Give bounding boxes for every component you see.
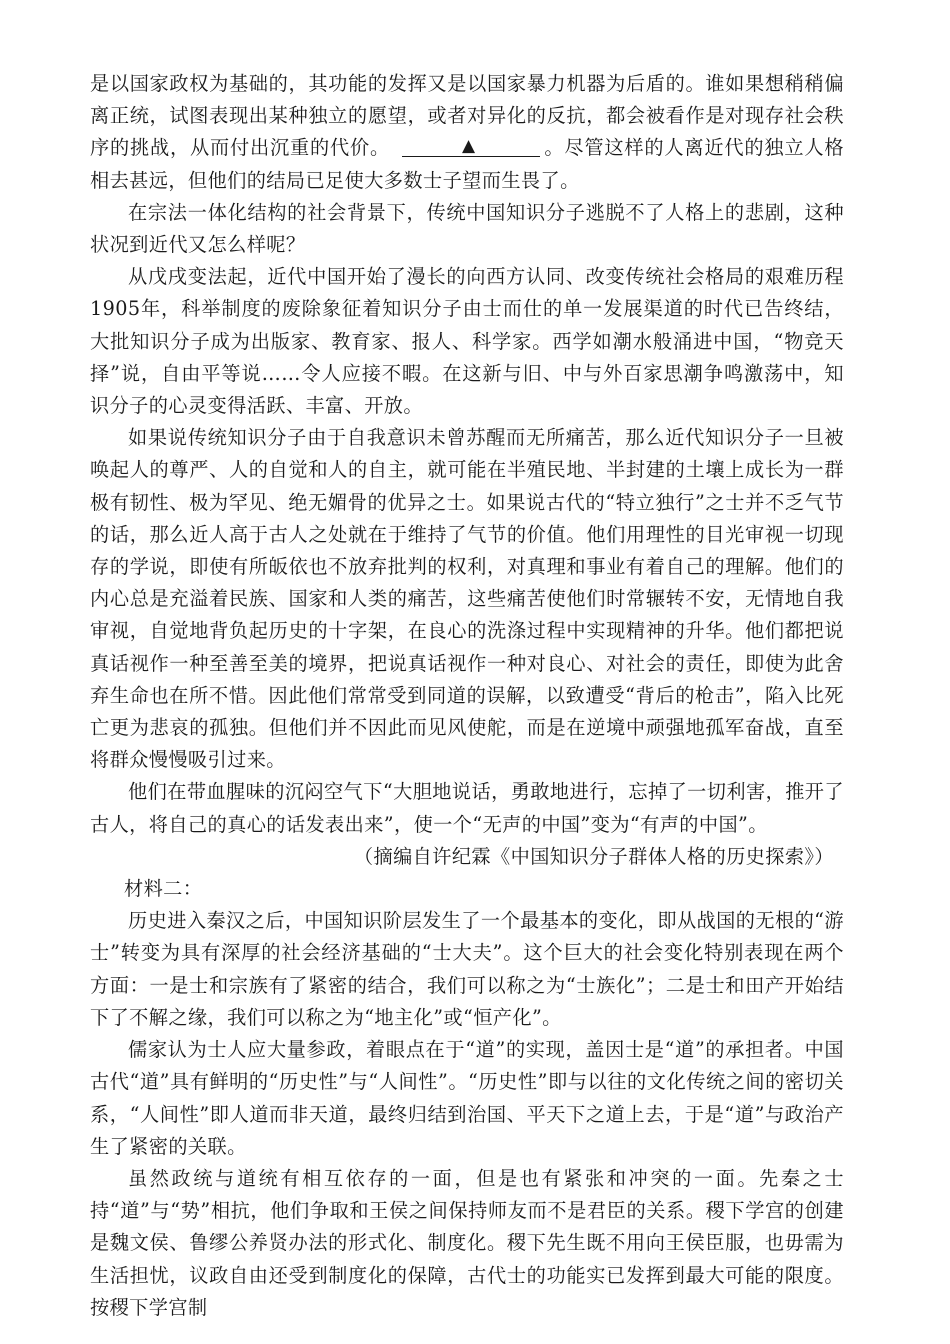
paragraph-1 <box>90 68 844 197</box>
source-citation: （摘编自许纪霖《中国知识分子群体人格的历史探索》） <box>353 844 834 868</box>
paragraph-5: 他们在带血腥味的沉闷空气下“大胆地说话，勇敢地进行，忘掉了一切利害，推开了古人，将自己的真心的话发表出来”，使一个“无声的中国”变为“有声的中国”。 <box>90 780 844 836</box>
paragraph-1-text: 是以国家政权为基础的，其功能的发挥又是以国家暴力机器为后盾的。谁如果想稍稍偏离正统，试图表现出某种独立的愿望，或者对异化的反抗，都会被看作是对现存社会秩序的挑战，从而付出沉重的代价。 <box>90 72 844 160</box>
paragraph-3: 从戊戌变法起，近代中国开始了漫长的向西方认同、改变传统社会格局的艰难历程1905年，科举制度的废除象征着知识分子由士而仕的单一发展渠道的时代已告终结，大批知识分子成为出版家、教育家、报人、科学家。西学如潮水般涌进中国，“物竞天择”说，自由平等说……令人应接不暇。在这新与旧、中与外百家思潮争鸣激荡中，知识分子的心灵变得活跃、丰富、开放。 <box>90 265 844 418</box>
paragraph-1-text-cont: 。尽管这样的人离近代的独立人格相去甚远，但他们的结局已足使大多数士子望而生畏了。 <box>90 136 844 192</box>
paragraph-8: 虽然政统与道统有相互依存的一面，但是也有紧张和冲突的一面。先秦之士持“道”与“势”相抗，他们争取和王侯之间保持师友而不是君臣的关系。稷下学宫的创建是魏文侯、鲁缪公养贤办法的形式化、制度化。稷下先生既不用向王侯臣服，也毋需为生活担忧，议政自由还受到制度化的保障，古代士的功能实已发挥到最大可能的限度。按稷下学宫制 <box>90 1166 844 1319</box>
triangle-marker-icon: ▲ <box>462 136 476 157</box>
answer-blank[interactable] <box>402 136 540 157</box>
paragraph-2: 在宗法一体化结构的社会背景下，传统中国知识分子逃脱不了人格上的悲剧，这种状况到近代又怎么样呢？ <box>90 200 844 257</box>
paragraph-6: 历史进入秦汉之后，中国知识阶层发生了一个最基本的变化，即从战国的无根的“游士”转变为具有深厚的社会经济基础的“士大夫”。这个巨大的社会变化特别表现在两个方面：一是士和宗族有了紧密的结合，我们可以称之为“士族化”；二是士和田产开始结下了不解之缘，我们可以称之为“地主化”或“恒产化”。 <box>90 909 844 1029</box>
paragraph-4: 如果说传统知识分子由于自我意识未曾苏醒而无所痛苦，那么近代知识分子一旦被唤起人的尊严、人的自觉和人的自主，就可能在半殖民地、半封建的土壤上成长为一群极有韧性、极为罕见、绝无媚骨的优异之士。如果说古代的“特立独行”之士并不乏气节的话，那么近人高于古人之处就在于维持了气节的价值。他们用理性的目光审视一切现存的学说，即使有所皈依也不放弃批判的权利，对真理和事业有着自己的理解。他们的内心总是充溢着民族、国家和人类的痛苦，这些痛苦使他们时常辗转不安，无情地自我审视，自觉地背负起历史的十字架，在良心的洗涤过程中实现精神的升华。他们都把说真话视作一种至善至美的境界，把说真话视作一种对良心、对社会的责任，即使为此舍弃生命也在所不惜。因此他们常常受到同道的误解，以致遭受“背后的枪击”，陷入比死亡更为悲哀的孤独。但他们并不因此而见风使舵，而是在逆境中顽强地孤军奋战，直至将群众慢慢吸引过来。 <box>90 426 844 772</box>
material-two-heading: 材料二： <box>124 877 203 901</box>
paragraph-7: 儒家认为士人应大量参政，着眼点在于“道”的实现，盖因士是“道”的承担者。中国古代“道”具有鲜明的“历史性”与“人间性”。“历史性”即与以往的文化传统之间的密切关系，“人间性”即人道而非天道，最终归结到治国、平天下之道上去，于是“道”与政治产生了紧密的关联。 <box>90 1038 844 1158</box>
